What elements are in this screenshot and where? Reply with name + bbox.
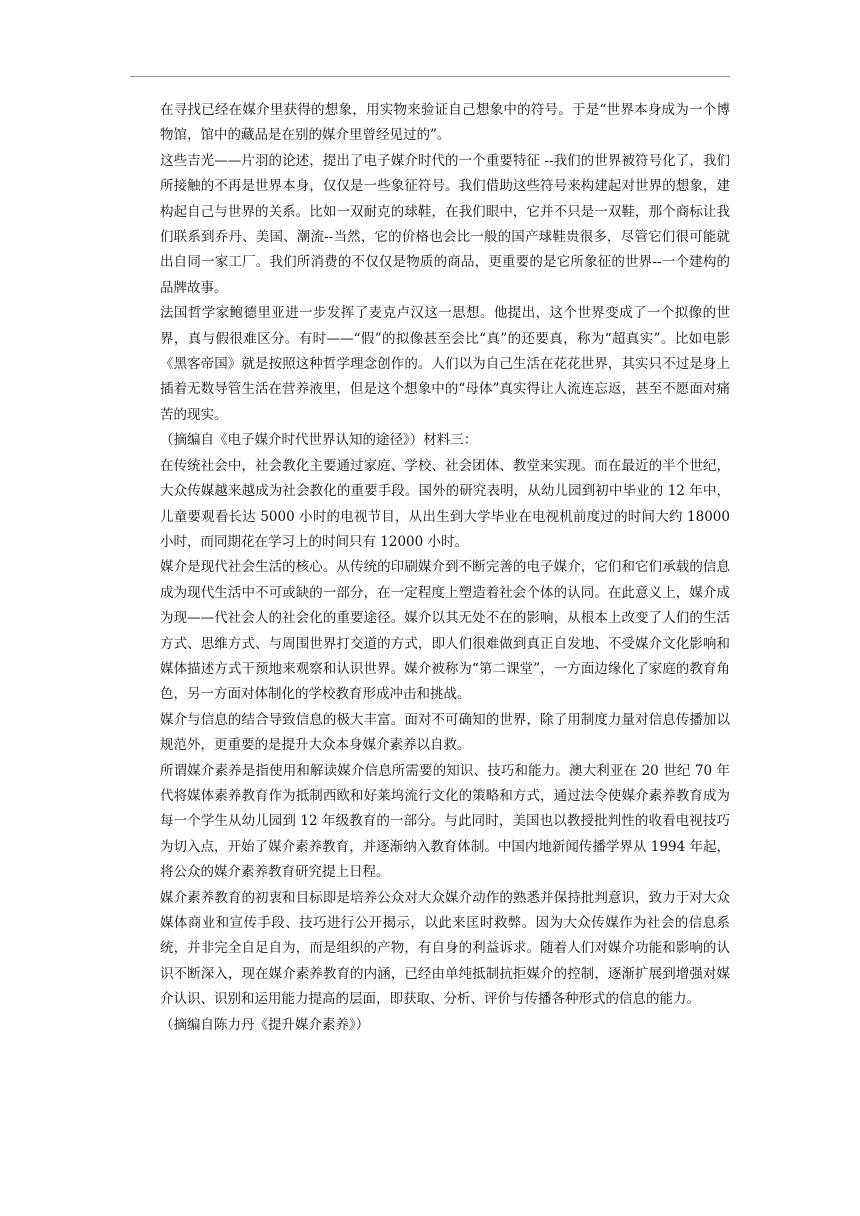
paragraph-3: 法国哲学家鲍德里亚进一步发挥了麦克卢汉这一思想。他提出，这个世界变成了一个拟像的世界，真与假很难区分。有时——“假”的拟像甚至会比“真”的还要真，称为“超真实”。比如电影《黑客帝国》就是按照这种哲学理念创作的。人们以为自己生活在花花世界，其实只不过是身上插着无数导管生活在营养液里，但是这个想象中的“母体”真实得让人流连忘返，甚至不愿面对痛苦的现实。 [160,305,730,423]
paragraph-2: 这些吉光——片羽的论述，提出了电子媒介时代的一个重要特征 --我们的世界被符号化了，我们所接触的不再是世界本身，仅仅是一些象征符号。我们借助这些符号来构建起对世界的想象，建构起自己与世界的关系。比如一双耐克的球鞋，在我们眼中，它并不只是一双鞋，那个商标让我们联系到乔丹、美国、潮流--当然，它的价格也会比一般的国产球鞋贵很多，尽管它们很可能就出自同一家工厂。我们所消费的不仅仅是物质的商品，更重要的是它所象征的世界--一个建构的品牌故事。 [160,152,730,296]
paragraph-1: 在寻找已经在媒介里获得的想象，用实物来验证自己想象中的符号。于是“世界本身成为一个博物馆，馆中的藏品是在别的媒介里曾经见过的”。 [160,102,730,144]
header-rule [130,76,730,77]
paragraph-8: 媒介素养教育的初衷和目标即是培养公众对大众媒介动作的熟悉并保持批判意识，致力于对大众媒体商业和宣传手段、技巧进行公开揭示，以此来匡时救弊。因为大众传媒作为社会的信息系统，并非完全自足自为，而是组织的产物，有自身的利益诉求。随着人们对媒介功能和影响的认识不断深入，现在媒介素养教育的内涵，已经由单纯抵制抗拒媒介的控制，逐渐扩展到增强对媒介认识、识别和运用能力提高的层面，即获取、分析、评价与传播各种形式的信息的能力。 [160,889,730,1008]
paragraph-7: 所谓媒介素养是指使用和解读媒介信息所需要的知识、技巧和能力。澳大利亚在 20 世纪 70 年代将媒体素养教育作为抵制西欧和好莱坞流行文化的策略和方式，通过法令使媒介素养教育成为每一个学生从幼儿园到 12 年级教育的一部分。与此同时，美国也以教授批判性的收看电视技巧为切入点，开始了媒介素养教育，并逐渐纳入教育体制。中国内地新闻传播学界从 1994 年起，将公众的媒介素养教育研究提上日程。 [160,762,730,881]
document-body [160,98,730,1038]
source-note-2: （摘编自陈力丹《提升媒介素养》） [160,1016,370,1033]
paragraph-5: 媒介是现代社会生活的核心。从传统的印刷媒介到不断完善的电子媒介，它们和它们承载的信息成为现代生活中不可或缺的一部分，在一定程度上塑造着社会个体的认同。在此意义上，媒介成为现——代社会人的社会化的重要途径。媒介以其无处不在的影响，从根本上改变了人们的生活方式、思维方式、与周围世界打交道的方式，即人们很难做到真正自发地、不受媒介文化影响和媒体描述方式干预地来观察和认识世界。媒介被称为“第二课堂”，一方面边缘化了家庭的教育角色，另一方面对体制化的学校教育形成冲击和挑战。 [160,559,730,703]
paragraph-4: 在传统社会中，社会教化主要通过家庭、学校、社会团体、教堂来实现。而在最近的半个世纪，大众传媒越来越成为社会教化的重要手段。国外的研究表明，从幼儿园到初中毕业的 12 年中，儿童要观看长达 5000 小时的电视节目，从出生到大学毕业在电视机前度过的时间大约 18000 小时，而同期花在学习上的时间只有 12000 小时。 [160,457,730,550]
source-note-1: （摘编自《电子媒介时代世界认知的途径》）材料三： [160,432,478,449]
paragraph-6: 媒介与信息的结合导致信息的极大丰富。面对不可确知的世界，除了用制度力量对信息传播加以规范外，更重要的是提升大众本身媒介素养以自救。 [160,711,730,754]
